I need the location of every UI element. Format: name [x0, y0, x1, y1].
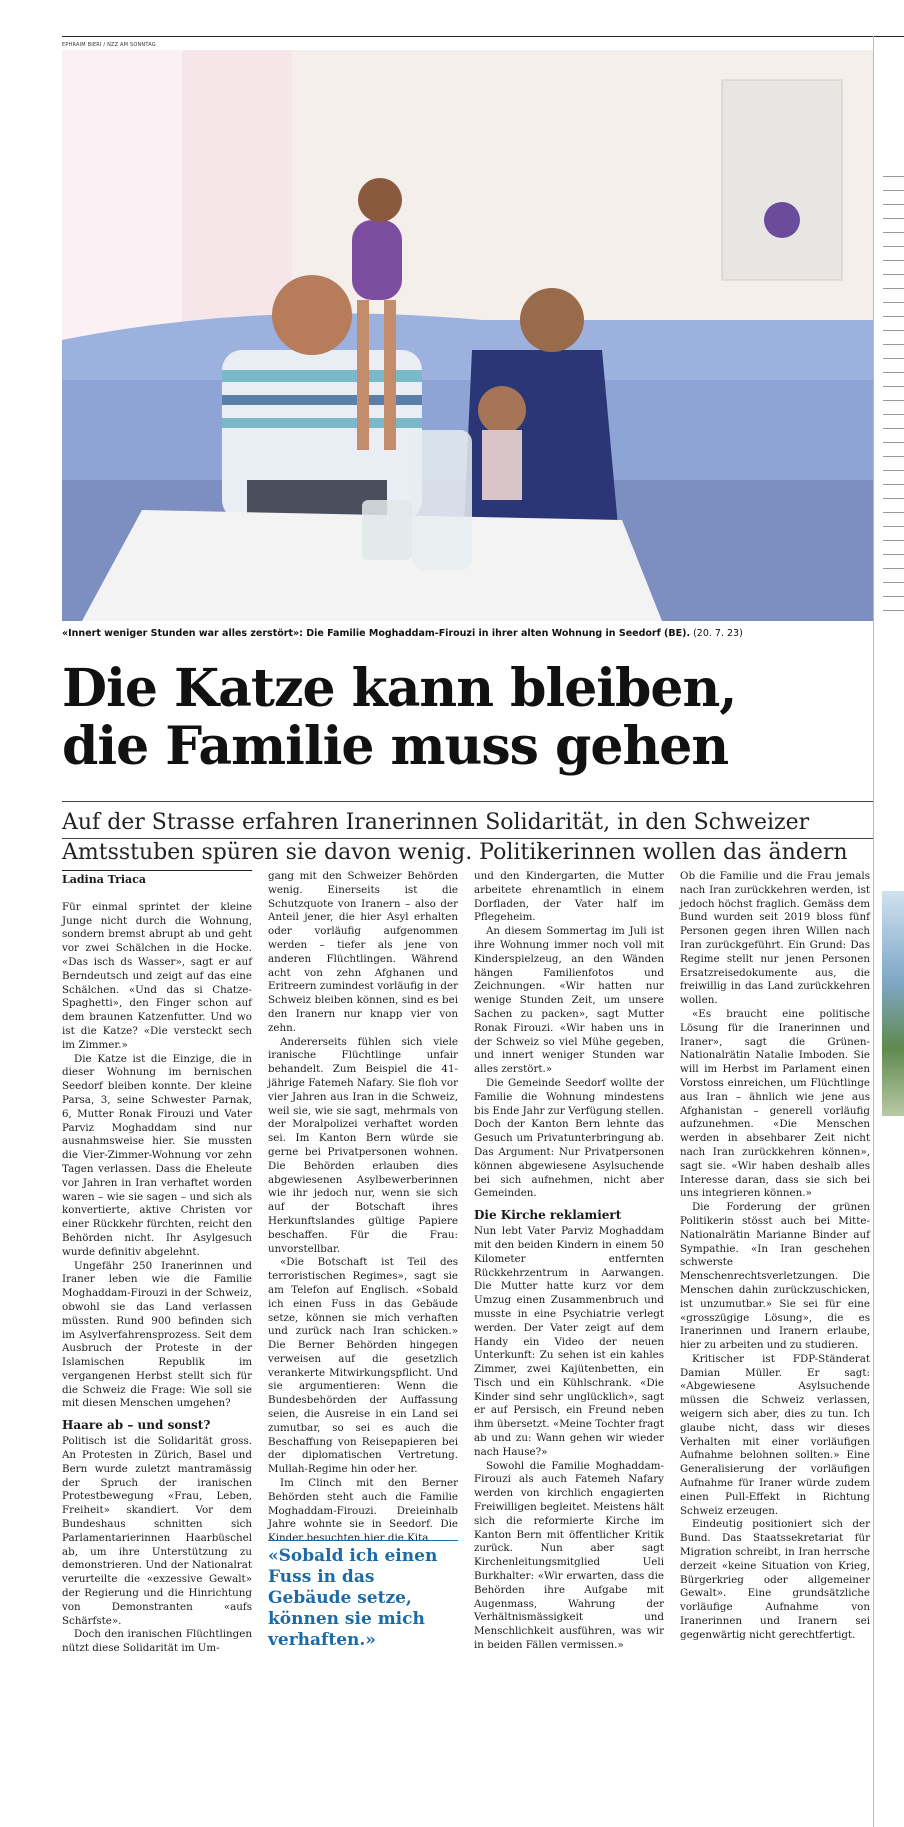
deck-rule-top	[62, 801, 873, 802]
headline	[62, 660, 873, 776]
author: Ladina Triaca	[62, 870, 252, 887]
column-1	[62, 870, 252, 1656]
subheading: Haare ab – und sonst?	[62, 1418, 211, 1433]
paragraph: Für einmal sprintet der kleine Junge nicht durch die Wohnung, sondern bremst abrupt ab und geht vor zwei Schälchen in die Hocke. «Das isch ds Wasser», sagt er auf Berndeutsch und zeigt auf das eine Schälchen. «Und das si Chatze-Spaghetti», den Finger schon auf dem braunen Katzenfutter. Und wo ist die Katze? «Die versteckt sech im Zimmer.»	[62, 900, 252, 1051]
paragraph: Ungefähr 250 Iranerinnen und Iraner leben wie die Familie Moghaddam-Firouzi in der Schweiz, obwohl sie das Land verlassen müssten. Rund 900 befinden sich im Asylverfahrensprozess. Seit dem Ausbruch der Proteste in der Islamischen Republik im vergangenen Herbst stellt sich für die Schweiz die Frage: Wie soll sie mit diesen Menschen umgehen?	[62, 1259, 252, 1410]
paragraph: Die Katze ist die Einzige, die in dieser Wohnung im bernischen Seedorf bleiben konnte. Der kleine Parsa, 3, seine Schwester Parnak, 6, Mutter Ronak Firouzi und Vater Parviz Moghaddam sind nur ausnahmsweise hier. Sie mussten die Vier-Zimmer-Wohnung vor zehn Tagen verlassen. Dass die Eheleute vor Jahren in Iran verhaftet worden waren – wie sie sagen – und sich als konvertierte, aktive Christen vor einer Rückkehr fürchten, reicht den Behörden nicht. Ihr Asylgesuch wurde definitiv abgelehnt.	[62, 1052, 252, 1258]
photo-credit: EPHRAIM BIERI / NZZ AM SONNTAG	[62, 42, 156, 48]
paragraph: Die Gemeinde Seedorf wollte der Familie die Wohnung mindestens bis Ende Jahr zur Verfügung stellen. Doch der Kanton Bern lehnte das Gesuch um Privatunterbringung ab. Das Argument: Nur Privatpersonen können abgewiesene Asylsuchende bei sich aufnehmen, nicht aber Gemeinden.	[474, 1076, 664, 1200]
subheading: Die Kirche reklamiert	[474, 1208, 622, 1223]
paragraph: Die Forderung der grünen Politikerin stösst auch bei Mitte-Nationalrätin Marianne Binder auf Sympathie. «In Iran geschehen schwerste Menschenrechtsverletzungen. Die Menschen dahin zurückzuschicken, ist unzumutbar.» Sie sei für eine «grosszügige Lösung», die es Iranerinnen und Iranern erlaube, hier zu arbeiten und zu studieren.	[680, 1201, 870, 1352]
headline-line-2: die Familie muss gehen	[62, 716, 729, 777]
caption-date: (20. 7. 23)	[693, 628, 743, 639]
headline-line-1: Die Katze kann bleiben,	[62, 658, 737, 719]
paragraph: Im Clinch mit den Berner Behörden steht auch die Familie Moghaddam-Firouzi. Dreieinhalb Jahre wohnte sie in Seedorf. Die Kinder besuchten hier die Kita	[268, 1477, 458, 1545]
paragraph: An diesem Sommertag im Juli ist ihre Wohnung immer noch voll mit Kinderspielzeug, an den Wänden hängen Familienfotos und Zeichnungen. «Wir hatten nur wenige Stunden Zeit, um unsere Sachen zu packen», sagt Mutter Ronak Firouzi. «Wir haben uns in der Schweiz so viel Mühe gegeben, und innert weniger Stunden war alles zerstört.»	[474, 925, 664, 1076]
column-4	[680, 870, 870, 1643]
paragraph: «Es braucht eine politische Lösung für die Iranerinnen und Iraner», sagt die Grünen-Nationalrätin Natalie Imboden. Sie will im Herbst im Parlament einen Vorstoss einreichen, um Flüchtlinge aus Iran – ähnlich wie jene aus Afghanistan – generell vorläufig aufzunehmen. «Die Menschen werden in absehbarer Zeit nicht nach Iran zurückkehren können», sagt sie. «Wir haben deshalb alles Interesse daran, dass sie sich bei uns integrieren können.»	[680, 1007, 870, 1200]
caption-text: «Innert weniger Stunden war alles zerstört»: Die Familie Moghaddam-Firouzi in ihrer alten Wohnung in Seedorf (BE).	[62, 628, 691, 639]
paragraph: Nun lebt Vater Parviz Moghaddam mit den beiden Kindern in einem 50 Kilometer entfernten Rückkehrzentrum in Aarwangen. Die Mutter hatte kurz vor dem Umzug einen Zusammenbruch und musste in eine Psychiatrie verlegt werden. Der Vater zeigt auf dem Handy ein Video der neuen Unterkunft: Zu sehen ist ein kahles Zimmer, zwei Kajütenbetten, ein Tisch und ein Kühlschrank. «Die Kinder sind sehr unglücklich», sagt er auf Persisch, ein Freund neben ihm übersetzt. «Meine Tochter fragt ab und zu: Wann gehen wir wieder nach Hause?»	[474, 1225, 664, 1458]
deck-line-1: Auf der Strasse erfahren Iranerinnen Solidarität, in den Schweizer	[62, 810, 810, 835]
paragraph: Ob die Familie und die Frau jemals nach Iran zurückkehren werden, ist jedoch höchst fraglich. Gemäss dem Bund wurden seit 2019 bloss fünf Personen gegen ihren Willen nach Iran zurückgeführt. Ein Grund: Das Regime stellt nur jenen Personen Ersatzreisedokumente aus, die freiwillig in das Land zurückkehren wollen.	[680, 870, 870, 1007]
deck-rule-mid	[62, 838, 873, 839]
paragraph: Eindeutig positioniert sich der Bund. Das Staatssekretariat für Migration schreibt, in Iran herrsche derzeit «keine Situation von Krieg, Bürgerkrieg oder allgemeiner Gewalt». Eine grundsätzliche vorläufige Aufnahme von Iranerinnen und Iranern sei gegenwärtig nicht gerechtfertigt.	[680, 1518, 870, 1641]
column-2	[268, 870, 458, 1546]
top-rule	[62, 36, 904, 37]
deck-line-2: Amtsstuben spüren sie davon wenig. Politikerinnen wollen das ändern	[62, 840, 848, 865]
pull-quote: «Sobald ich einen Fuss in das Gebäude setze, können sie mich verhaften.»	[268, 1540, 458, 1651]
adjacent-article-strip	[873, 36, 904, 1827]
family-photo	[62, 50, 873, 621]
paragraph: und den Kindergarten, die Mutter arbeitete ehrenamtlich in einem Dorfladen, der Vater half im Pflegeheim.	[474, 870, 664, 924]
paragraph: Politisch ist die Solidarität gross. An Protesten in Zürich, Basel und Bern wurde zuletzt mantramässig der Spruch der iranischen Protestbewegung «Frau, Leben, Freiheit» skandiert. Vor dem Bundeshaus schnitten sich Parlamentarierinnen Haarbüschel ab, um ihre Unterstützung zu demonstrieren. Und der Nationalrat verurteilte die «exzessive Gewalt» der Regierung und die Hinrichtung von Demonstranten «aufs Schärfste».	[62, 1435, 252, 1627]
photo-caption	[62, 628, 873, 639]
paragraph: Andererseits fühlen sich viele iranische Flüchtlinge unfair behandelt. Zum Beispiel die 41-jährige Fatemeh Nafary. Sie floh vor vier Jahren aus Iran in die Schweiz, weil sie, wie sie sagt, mehrmals von der Moralpolizei verhaftet worden sei. Im Kanton Bern würde sie gerne bei Privatpersonen wohnen. Die Behörden erlauben dies abgewiesenen Asylbewerberinnen wie ihr jedoch nur, wenn sie sich auf der Botschaft ihres Herkunftslandes gültige Papiere beschaffen. Für die Frau: unvorstellbar.	[268, 1035, 458, 1255]
paragraph: «Die Botschaft ist Teil des terroristischen Regimes», sagt sie am Telefon auf Englisch. «Sobald ich einen Fuss in das Gebäude setze, können sie mich verhaften und zurück nach Iran schicken.» Die Berner Behörden hingegen verweisen auf die gesetzlich verankerte Mitwirkungspflicht. Und sie argumentieren: Wenn die Bundesbehörden der Auffassung seien, die Ausreise in ein Land sei zumutbar, so sei es auch die Beschaffung von Reisepapieren bei der diplomatischen Vertretung. Mullah-Regime hin oder her.	[268, 1256, 458, 1476]
adjacent-text-lines	[883, 176, 904, 624]
paragraph: Doch den iranischen Flüchtlingen nützt diese Solidarität im Um-	[62, 1628, 252, 1655]
paragraph: gang mit den Schweizer Behörden wenig. Einerseits ist die Schutzquote von Iranern – also der Anteil jener, die hier Asyl erhalten oder vorläufig aufgenommen werden – tiefer als jene von anderen Flüchtlingen. Während acht von zehn Afghanen und Eritreern zumindest vorläufig in der Schweiz bleiben können, sind es bei den Iranern nur knapp vier von zehn.	[268, 870, 458, 1034]
column-3	[474, 870, 664, 1653]
paragraph: Kritischer ist FDP-Ständerat Damian Müller. Er sagt: «Abgewiesene Asylsuchende müssen die Schweiz verlassen, weigern sich aber, dies zu tun. Ich glaube nicht, dass wir dieses Verhalten mit einer vorläufigen Aufnahme belohnen sollten.» Eine Generalisierung der vorläufigen Aufnahme für Iraner würde zudem einen Pull-Effekt in Richtung Schweiz erzeugen.	[680, 1352, 870, 1517]
adjacent-photo	[882, 891, 904, 1116]
paragraph: Sowohl die Familie Moghaddam-Firouzi als auch Fatemeh Nafary werden von kirchlich engagierten Freiwilligen begleitet. Meistens hält sich die reformierte Kirche im Kanton Bern mit öffentlicher Kritik zurück. Nun aber sagt Kirchenleitungsmitglied Ueli Burkhalter: «Wir erwarten, dass die Behörden ihre Aufgabe mit Augenmass, Wahrung der Verhältnismässigkeit und Menschlichkeit ausführen, was wir in beiden Fällen vermissen.»	[474, 1459, 664, 1652]
